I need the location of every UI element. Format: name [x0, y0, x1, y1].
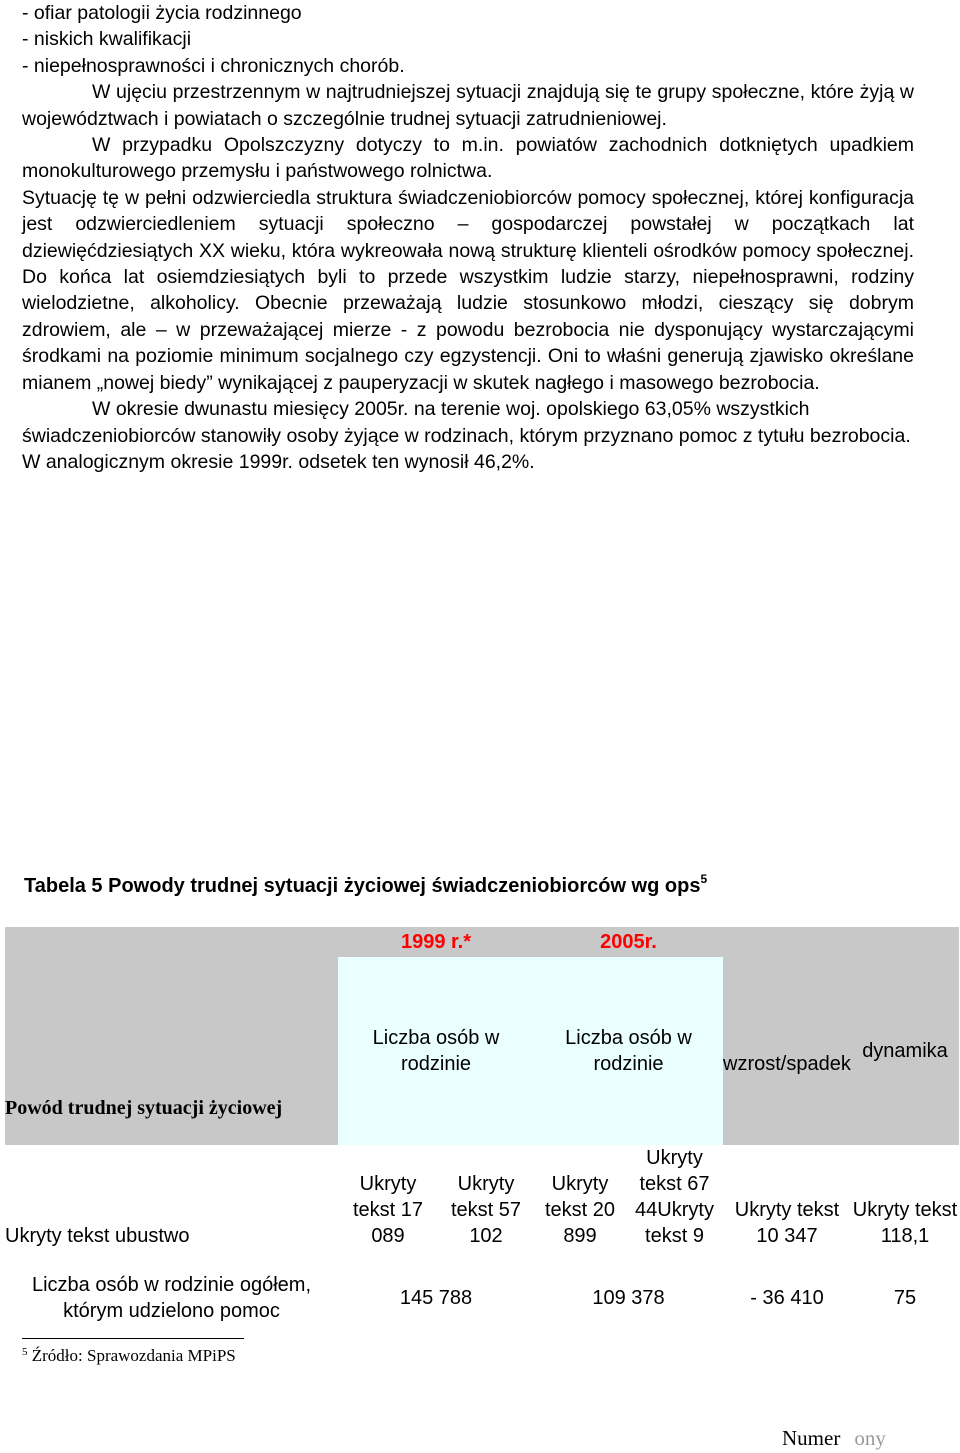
paragraph: W ujęciu przestrzennym w najtrudniejszej sytuacji znajdują się te grupy społeczne, które żyją w województwach i powiatach o szczególnie trudnej sytuacji zatrudnieniowej.	[22, 81, 914, 130]
total-2005: 109 378	[592, 1287, 665, 1309]
total-change: - 36 410	[750, 1287, 824, 1309]
table-title-footnote-ref: 5	[700, 872, 708, 886]
total-dynamics: 75	[893, 1287, 917, 1309]
footnote-separator	[22, 1338, 244, 1339]
paragraph: W okresie dwunastu miesięcy 2005r. na terenie woj. opolskiego 63,05% wszystkich świadczeniobiorców stanowiły osoby żyjące w rodzinach, którym przyznano pomoc z tytułu bezrobocia. W analogicznym okresie 1999r. odsetek ten wynosił 46,2%.	[22, 398, 911, 473]
table-cell: Ukryty tekst 118,1	[852, 1199, 958, 1247]
footnote-text: Źródło: Sprawozdania MPiPS	[31, 1346, 236, 1365]
table-cell: Ukryty tekst 67 44Ukryty tekst 9	[635, 1147, 714, 1247]
list-item: - niskich kwalifikacji	[22, 28, 192, 51]
table-title-text: Tabela 5 Powody trudnej sytuacji życiowej świadczeniobiorców wg ops	[24, 875, 701, 897]
header-2005-persons: Liczba osób w rodzinie	[534, 957, 723, 1145]
header-change: wzrost/spadek	[723, 927, 851, 1145]
total-1999: 145 788	[399, 1287, 473, 1309]
data-table	[5, 927, 959, 1333]
row-label-total: Liczba osób w rodzinie ogółem, którym udzielono pomoc	[31, 1274, 312, 1322]
page-footer-faint-text: ony	[854, 1426, 886, 1450]
list-item: - ofiar patologii życia rodzinnego	[22, 2, 302, 24]
header-year-1999: 1999 r.*	[338, 927, 534, 957]
header-1999-persons: Liczba osób w rodzinie	[338, 957, 534, 1145]
body-text	[22, 0, 914, 475]
paragraph: Sytuację tę w pełni odzwierciedla struktura świadczeniobiorców pomocy społecznej, której konfiguracja jest odzwierciedleniem sytuacji społeczno – gospodarczej powstałej w początkach lat dziewięćdziesiątych XX wieku, która wykreowała nową strukturę klienteli ośrodków pomocy społecznej. Do końca lat osiemdziesiątych byli to przede wszystkim ludzie starzy, niepełnosprawni, rodziny wielodzietne, alkoholicy. Obecnie przeważają ludzie stosunkowo młodzi, cieszący się dobrym zdrowiem, ale – w przeważającej mierze - z powodu bezrobocia nie dysponujący wystarczającymi środkami na poziomie minimum socjalnego czy egzystencji. Oni to właśni generują zjawisko określane mianem „nowej biedy” wynikającej z pauperyzacji w skutek nagłego i masowego bezrobocia.	[22, 186, 914, 394]
page-footer-text: Numer	[782, 1426, 841, 1450]
header-dynamics: dynamika	[851, 927, 959, 1145]
table-cell: Ukryty tekst 57 102	[450, 1173, 522, 1247]
paragraph: W przypadku Opolszczyzny dotyczy to m.in. powiatów zachodnich dotkniętych upadkiem monokulturowego przemysłu i państwowego rolnictwa.	[22, 134, 914, 183]
header-year-2005: 2005r.	[534, 927, 723, 957]
table-cell: Ukryty tekst 20 899	[544, 1173, 616, 1247]
table-cell: Ukryty tekst 10 347	[734, 1199, 840, 1247]
table-cell: Ukryty tekst 17 089	[352, 1173, 424, 1247]
footnote-ref: 5	[22, 1346, 28, 1358]
row-label: Ukryty tekst ubustwo	[5, 1225, 190, 1247]
list-item: - niepełnosprawności i chronicznych chorób.	[22, 54, 405, 77]
page-footer	[782, 1426, 886, 1451]
table-title	[24, 872, 707, 898]
header-reason: Powód trudnej sytuacji życiowej	[5, 927, 338, 1145]
footnote	[22, 1346, 236, 1366]
